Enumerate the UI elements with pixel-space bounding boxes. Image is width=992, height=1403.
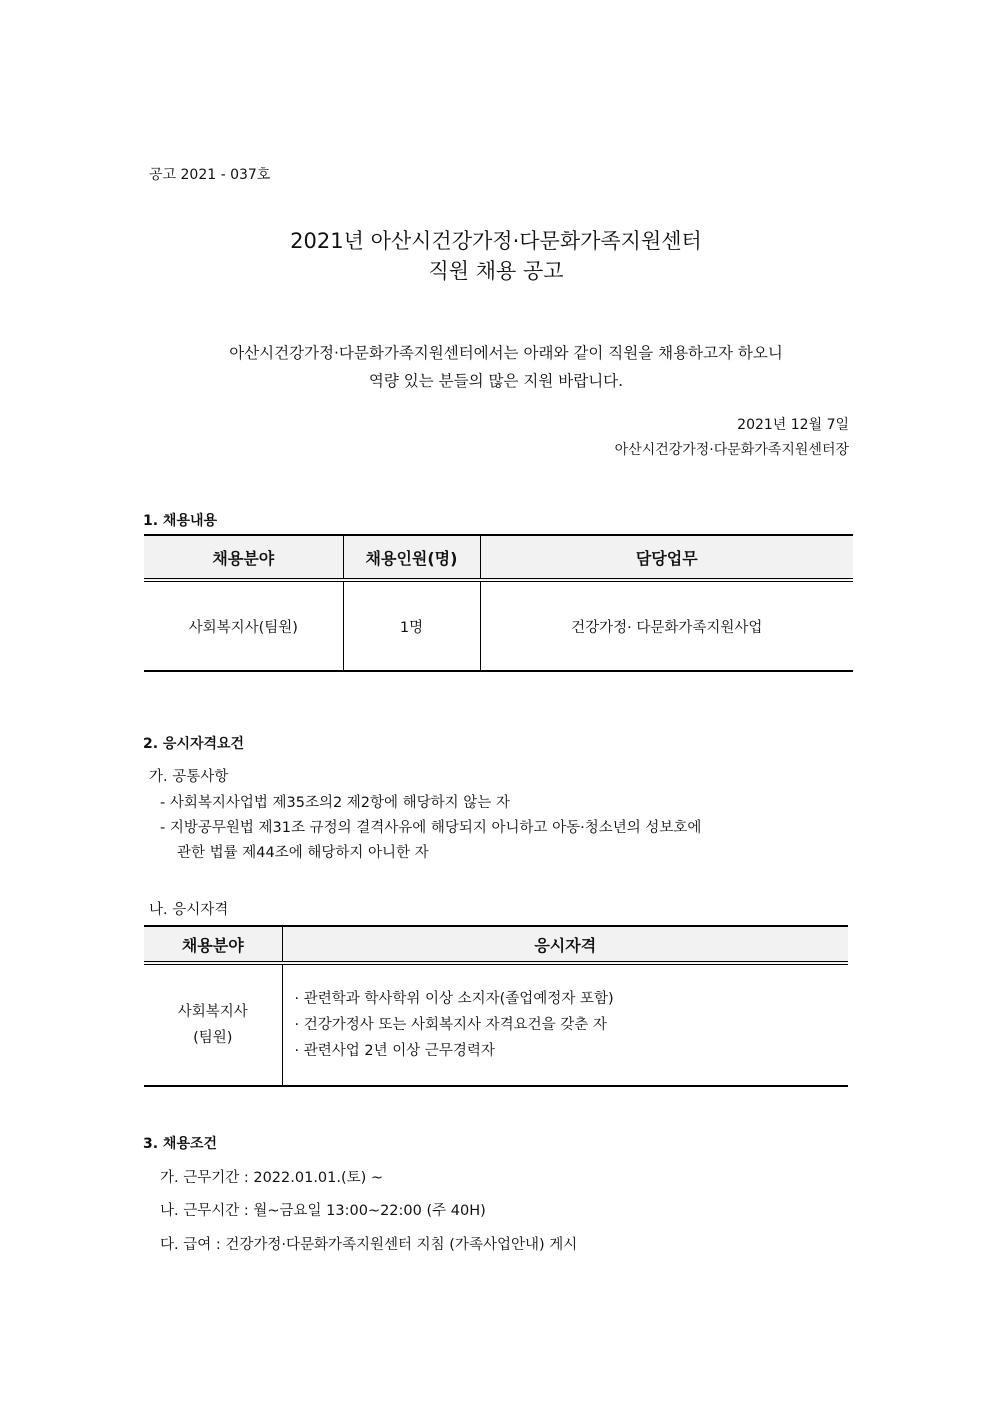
table-header-row — [144, 926, 848, 963]
list-item: - 사회복지사업법 제35조의2 제2항에 해당하지 않는 자 — [160, 795, 510, 811]
list-item: 다. 급여 : 건강가정·다문화가족지원센터 지침 (가족사업안내) 게시 — [160, 1237, 578, 1253]
section-3-title: 3. 채용조건 — [143, 1136, 218, 1152]
document-subtitle: 직원 채용 공고 — [428, 259, 564, 283]
list-item: 나. 근무시간 : 월~금요일 13:00~22:00 (주 40H) — [160, 1203, 486, 1219]
qualification-item: · 건강가정사 또는 사회복지사 자격요건을 갖춘 자 — [294, 1017, 607, 1033]
list-item: 관한 법률 제44조에 해당하지 아니한 자 — [177, 845, 429, 861]
intro-line-2: 역량 있는 분들의 많은 지원 바랍니다. — [368, 372, 624, 390]
field-line-2: (팀원) — [193, 1030, 233, 1046]
document-title: 2021년 아산시건강가정·다문화가족지원센터 — [290, 229, 702, 253]
section-1-title: 1. 채용내용 — [143, 513, 218, 529]
header-duties: 담당업무 — [480, 535, 853, 580]
issuer: 아산시건강가정·다문화가족지원센터장 — [614, 442, 849, 458]
cell-field: 사회복지사(팀원) — [144, 580, 343, 671]
cell-field — [144, 963, 282, 1086]
header-qualification: 응시자격 — [282, 926, 848, 963]
field-line-1: 사회복지사 — [177, 1004, 248, 1020]
cell-duties: 건강가정· 다문화가족지원사업 — [480, 580, 853, 671]
cell-qualifications — [282, 963, 848, 1086]
notice-number: 공고 2021 - 037호 — [149, 167, 271, 183]
list-item: - 지방공무원법 제31조 규정의 결격사유에 해당되지 아니하고 아동·청소년의 성보호에 — [160, 820, 702, 836]
recruitment-table — [144, 534, 853, 672]
table-row — [144, 963, 848, 1086]
table-row — [144, 580, 853, 671]
cell-headcount: 1명 — [343, 580, 480, 671]
section-2-title: 2. 응시자격요건 — [143, 736, 245, 752]
subsection-qualification: 나. 응시자격 — [149, 902, 229, 918]
qualification-table — [144, 925, 848, 1087]
header-field: 채용분야 — [144, 926, 282, 963]
issue-date: 2021년 12월 7일 — [737, 417, 849, 433]
list-item: 가. 근무기간 : 2022.01.01.(토) ~ — [160, 1170, 384, 1186]
qualification-item: · 관련학과 학사학위 이상 소지자(졸업예정자 포함) — [294, 991, 614, 1007]
subsection-common: 가. 공통사항 — [149, 769, 229, 785]
intro-line-1: 아산시건강가정·다문화가족지원센터에서는 아래와 같이 직원을 채용하고자 하오니 — [229, 344, 783, 362]
table-header-row — [144, 535, 853, 580]
header-headcount: 채용인원(명) — [343, 535, 480, 580]
qualification-item: · 관련사업 2년 이상 근무경력자 — [294, 1043, 495, 1059]
header-field: 채용분야 — [144, 535, 343, 580]
